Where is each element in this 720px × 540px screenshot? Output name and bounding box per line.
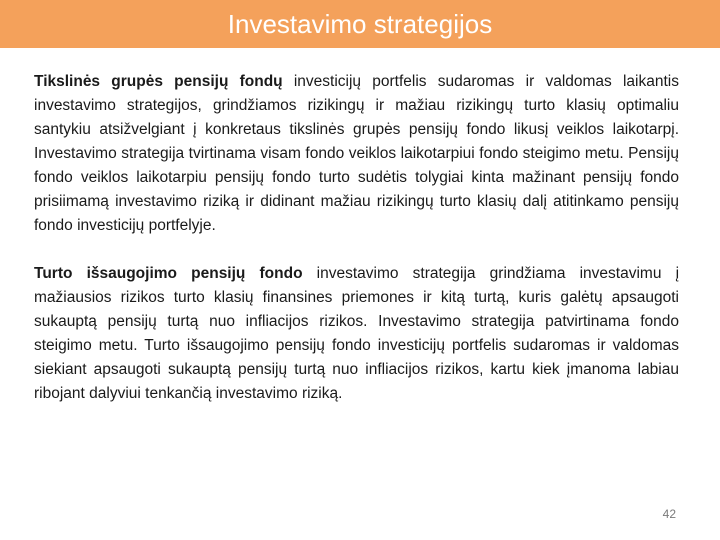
page-number: 42 (662, 507, 676, 521)
paragraph-asset-preservation-fund (34, 262, 679, 406)
paragraph-body: investicijų portfelis sudaromas ir valdomas laikantis investavimo strategijos, grindžiamos rizikingų ir mažiau rizikingų turto klasių optimaliu santykiu atsižvelgiant į konkretaus tikslinės grupės pensijų fondo likusį veiklos laikotarpį. Investavimo strategija tvirtinama visam fondo veiklos laikotarpiui fondo steigimo metu. Pensijų fondo veiklos laikotarpiu pensijų fondo turto sudėtis tolygiai kinta mažinant pensijų fondo prisiimamą investavimo riziką ir didinant mažiau rizikingų turto klasių dalį atitinkamo pensijų fondo investicijų portfelyje. (34, 73, 679, 234)
title-bar (0, 0, 720, 48)
slide-content (34, 70, 679, 430)
paragraph-target-group-funds (34, 70, 679, 238)
slide-title: Investavimo strategijos (227, 8, 493, 39)
paragraph-body: investavimo strategija grindžiama investavimu į mažiausios rizikos turto klasių finansines priemones ir kitą turtą, kuris galėtų apsaugoti sukauptą pensijų turtą nuo infliacijos rizikos. Investavimo strategija patvirtinama fondo steigimo metu. Turto išsaugojimo pensijų fondo investicijų portfelis sudaromas ir valdomas siekiant apsaugoti sukauptą pensijų turtą nuo infliacijos rizikos, kartu kiek įmanoma labiau ribojant dalyviui tenkančią investavimo riziką. (34, 265, 680, 402)
paragraph-lead: Turto išsaugojimo pensijų fondo (34, 265, 303, 282)
paragraph-lead: Tikslinės grupės pensijų fondų (34, 73, 283, 90)
